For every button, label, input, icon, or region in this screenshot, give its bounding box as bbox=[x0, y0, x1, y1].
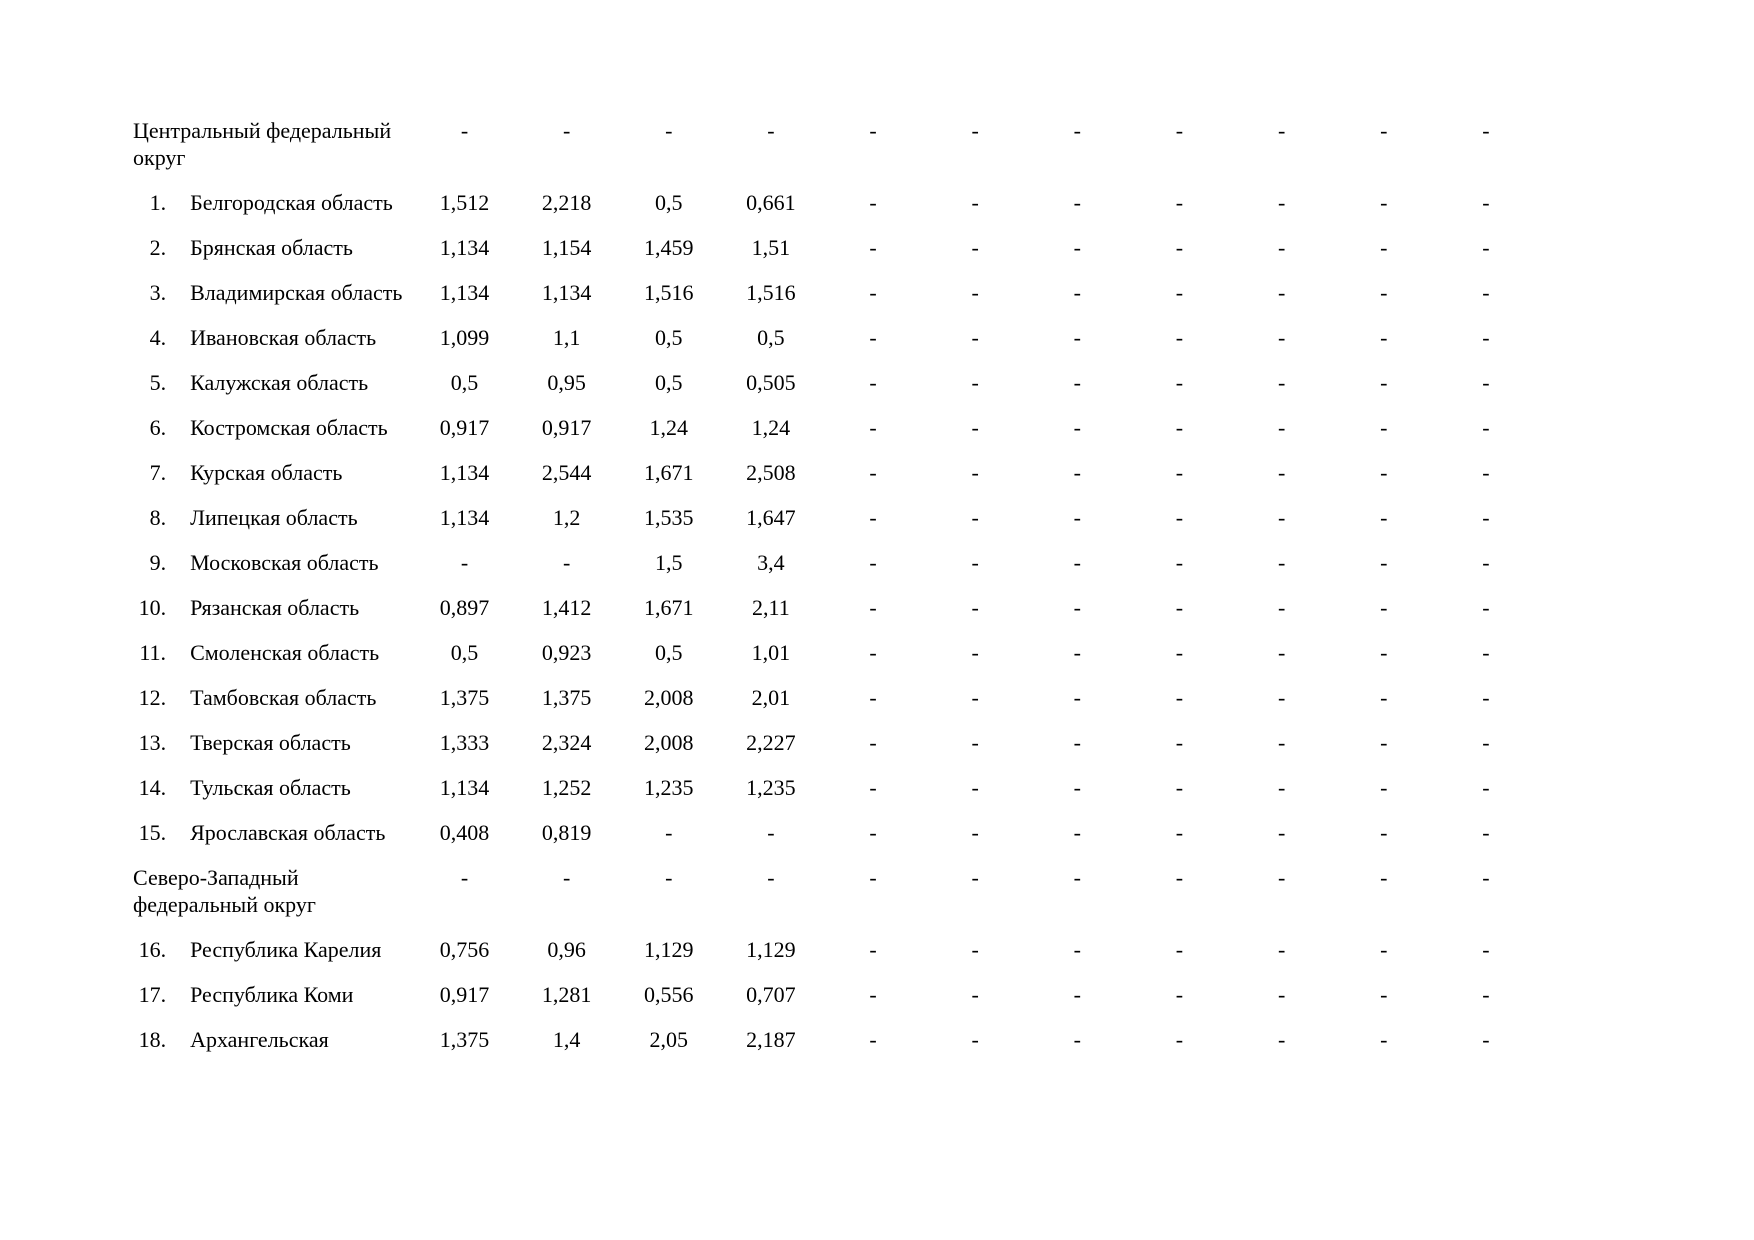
value-cell: - bbox=[1380, 550, 1388, 575]
value-cell: - bbox=[1482, 730, 1490, 755]
value-cell: - bbox=[971, 640, 979, 665]
region-name: Тверская область bbox=[190, 730, 351, 755]
table-row bbox=[133, 495, 1537, 540]
value-cell: 1,129 bbox=[644, 937, 694, 962]
value-cell: - bbox=[1277, 982, 1286, 1007]
value-cell: - bbox=[460, 550, 469, 575]
value-cell: - bbox=[869, 595, 877, 620]
value-cell: - bbox=[562, 550, 571, 575]
value-cell: 0,897 bbox=[439, 595, 490, 620]
value-cell: - bbox=[1380, 640, 1388, 665]
value-cell: - bbox=[1277, 775, 1286, 800]
value-cell: 0,917 bbox=[541, 415, 592, 440]
value-cell: 1,412 bbox=[541, 595, 592, 620]
value-cell: - bbox=[665, 820, 673, 845]
table-row bbox=[133, 630, 1537, 675]
value-cell: - bbox=[869, 775, 877, 800]
district-group-row bbox=[133, 108, 1537, 180]
value-cell: - bbox=[971, 595, 979, 620]
region-name: Тамбовская область bbox=[190, 685, 377, 710]
row-number: 15. bbox=[138, 820, 167, 845]
value-cell: 1,235 bbox=[644, 775, 694, 800]
document-content bbox=[133, 108, 1537, 1062]
row-number: 6. bbox=[149, 415, 167, 440]
value-cell: - bbox=[1073, 415, 1081, 440]
value-cell: 0,5 bbox=[655, 370, 683, 395]
value-cell: 1,129 bbox=[746, 937, 796, 962]
value-cell: 2,008 bbox=[644, 685, 694, 710]
value-cell: - bbox=[869, 460, 877, 485]
value-cell: 0,661 bbox=[746, 190, 796, 215]
row-number: 17. bbox=[138, 982, 167, 1007]
value-cell: - bbox=[1073, 460, 1081, 485]
value-cell: - bbox=[1175, 325, 1184, 350]
value-cell: 0,917 bbox=[439, 415, 490, 440]
value-cell: - bbox=[1277, 865, 1286, 890]
value-cell: 1,375 bbox=[541, 685, 592, 710]
value-cell: 1,333 bbox=[439, 730, 490, 755]
region-name: Костромская область bbox=[190, 415, 388, 440]
region-name: Республика Карелия bbox=[190, 937, 382, 962]
value-cell: 0,917 bbox=[439, 982, 490, 1007]
value-cell: - bbox=[1175, 505, 1184, 530]
value-cell: - bbox=[971, 280, 979, 305]
value-cell: 1,459 bbox=[644, 235, 694, 260]
value-cell: - bbox=[1482, 937, 1490, 962]
value-cell: - bbox=[1175, 370, 1184, 395]
value-cell: - bbox=[971, 235, 979, 260]
value-cell: - bbox=[869, 280, 877, 305]
value-cell: - bbox=[971, 118, 979, 143]
row-number: 8. bbox=[149, 505, 167, 530]
value-cell: - bbox=[767, 865, 775, 890]
value-cell: - bbox=[869, 325, 877, 350]
value-cell: - bbox=[1175, 550, 1184, 575]
value-cell: - bbox=[1175, 865, 1184, 890]
row-number: 11. bbox=[139, 640, 167, 665]
table-row bbox=[133, 450, 1537, 495]
value-cell: 1,375 bbox=[439, 685, 490, 710]
value-cell: - bbox=[869, 820, 877, 845]
value-cell: - bbox=[1380, 415, 1388, 440]
value-cell: 0,5 bbox=[450, 370, 479, 395]
row-number: 16. bbox=[138, 937, 167, 962]
value-cell: - bbox=[1482, 325, 1490, 350]
table-row bbox=[133, 765, 1537, 810]
value-cell: 1,134 bbox=[439, 235, 490, 260]
value-cell: 1,134 bbox=[439, 505, 490, 530]
value-cell: - bbox=[1482, 190, 1490, 215]
value-cell: - bbox=[1073, 820, 1081, 845]
value-cell: - bbox=[971, 325, 979, 350]
value-cell: - bbox=[1175, 415, 1184, 440]
table-row bbox=[133, 540, 1537, 585]
value-cell: - bbox=[1482, 595, 1490, 620]
region-name: Рязанская область bbox=[190, 595, 360, 620]
row-number: 2. bbox=[149, 235, 167, 260]
table-row bbox=[133, 1017, 1537, 1062]
value-cell: 1,235 bbox=[746, 775, 796, 800]
region-name: Тульская область bbox=[190, 775, 351, 800]
value-cell: - bbox=[1380, 190, 1388, 215]
value-cell: - bbox=[1482, 550, 1490, 575]
value-cell: - bbox=[971, 937, 979, 962]
value-cell: 2,227 bbox=[746, 730, 796, 755]
value-cell: 1,516 bbox=[644, 280, 694, 305]
value-cell: - bbox=[1175, 460, 1184, 485]
value-cell: - bbox=[1073, 325, 1081, 350]
value-cell: - bbox=[1175, 982, 1184, 1007]
value-cell: - bbox=[1073, 937, 1081, 962]
row-number: 18. bbox=[138, 1027, 167, 1052]
row-number: 4. bbox=[149, 325, 167, 350]
region-name: Архангельская bbox=[190, 1027, 329, 1052]
value-cell: 1,134 bbox=[541, 280, 592, 305]
value-cell: - bbox=[1073, 550, 1081, 575]
value-cell: - bbox=[1073, 640, 1081, 665]
value-cell: - bbox=[1380, 865, 1388, 890]
value-cell: - bbox=[1482, 280, 1490, 305]
table-row bbox=[133, 270, 1537, 315]
value-cell: 2,218 bbox=[541, 190, 592, 215]
value-cell: - bbox=[971, 190, 979, 215]
value-cell: 1,252 bbox=[541, 775, 592, 800]
value-cell: - bbox=[1175, 595, 1184, 620]
value-cell: - bbox=[665, 865, 673, 890]
value-cell: 1,134 bbox=[439, 775, 490, 800]
value-cell: - bbox=[1073, 235, 1081, 260]
value-cell: - bbox=[869, 1027, 877, 1052]
value-cell: - bbox=[1175, 640, 1184, 665]
value-cell: - bbox=[1277, 640, 1286, 665]
value-cell: - bbox=[1175, 118, 1184, 143]
value-cell: 2,187 bbox=[746, 1027, 796, 1052]
value-cell: 1,671 bbox=[644, 595, 694, 620]
value-cell: - bbox=[1380, 460, 1388, 485]
value-cell: - bbox=[1482, 685, 1490, 710]
value-cell: - bbox=[1380, 505, 1388, 530]
value-cell: 1,24 bbox=[751, 415, 791, 440]
region-name: Республика Коми bbox=[190, 982, 354, 1007]
row-number: 9. bbox=[149, 550, 167, 575]
region-name: Смоленская область bbox=[190, 640, 380, 665]
value-cell: 0,5 bbox=[450, 640, 479, 665]
value-cell: - bbox=[1380, 370, 1388, 395]
value-cell: - bbox=[1277, 118, 1286, 143]
value-cell: 2,11 bbox=[752, 595, 790, 620]
value-cell: - bbox=[1380, 325, 1388, 350]
table-row bbox=[133, 315, 1537, 360]
value-cell: 2,008 bbox=[644, 730, 694, 755]
region-name: Калужская область bbox=[190, 370, 369, 395]
row-number: 13. bbox=[138, 730, 167, 755]
district-group-row bbox=[133, 855, 1537, 927]
row-number: 10. bbox=[138, 595, 167, 620]
value-cell: - bbox=[1175, 1027, 1184, 1052]
value-cell: - bbox=[971, 505, 979, 530]
region-name: Брянская область bbox=[190, 235, 353, 260]
value-cell: - bbox=[869, 685, 877, 710]
table-row bbox=[133, 225, 1537, 270]
value-cell: 1,099 bbox=[439, 325, 490, 350]
table-row bbox=[133, 585, 1537, 630]
value-cell: - bbox=[1073, 730, 1081, 755]
value-cell: 1,5 bbox=[655, 550, 683, 575]
value-cell: - bbox=[1175, 235, 1184, 260]
value-cell: - bbox=[1073, 865, 1081, 890]
value-cell: - bbox=[1073, 595, 1081, 620]
value-cell: - bbox=[1277, 415, 1286, 440]
value-cell: 1,535 bbox=[644, 505, 694, 530]
table-row bbox=[133, 720, 1537, 765]
value-cell: - bbox=[1482, 235, 1490, 260]
value-cell: 1,154 bbox=[541, 235, 592, 260]
value-cell: - bbox=[1175, 820, 1184, 845]
region-name: Московская область bbox=[190, 550, 379, 575]
table-row bbox=[133, 810, 1537, 855]
value-cell: - bbox=[1482, 415, 1490, 440]
value-cell: - bbox=[1482, 505, 1490, 530]
value-cell: - bbox=[665, 118, 673, 143]
value-cell: - bbox=[767, 118, 775, 143]
value-cell: - bbox=[1073, 370, 1081, 395]
value-cell: 0,5 bbox=[655, 190, 683, 215]
value-cell: - bbox=[1073, 118, 1081, 143]
value-cell: - bbox=[1073, 1027, 1081, 1052]
value-cell: - bbox=[869, 937, 877, 962]
value-cell: - bbox=[1175, 730, 1184, 755]
value-cell: 0,756 bbox=[439, 937, 490, 962]
value-cell: - bbox=[1277, 595, 1286, 620]
value-cell: - bbox=[1380, 937, 1388, 962]
value-cell: - bbox=[869, 730, 877, 755]
value-cell: - bbox=[1277, 190, 1286, 215]
value-cell: - bbox=[1482, 118, 1490, 143]
row-number: 7. bbox=[149, 460, 167, 485]
value-cell: 2,05 bbox=[649, 1027, 688, 1052]
value-cell: 1,134 bbox=[439, 280, 490, 305]
value-cell: 0,819 bbox=[541, 820, 592, 845]
value-cell: 1,647 bbox=[746, 505, 796, 530]
row-number: 1. bbox=[149, 190, 167, 215]
value-cell: - bbox=[869, 982, 877, 1007]
value-cell: - bbox=[1277, 685, 1286, 710]
value-cell: - bbox=[1380, 982, 1388, 1007]
value-cell: - bbox=[1175, 280, 1184, 305]
value-cell: - bbox=[1277, 820, 1286, 845]
row-number: 3. bbox=[149, 280, 167, 305]
value-cell: 0,923 bbox=[541, 640, 592, 665]
value-cell: - bbox=[1380, 820, 1388, 845]
value-cell: - bbox=[1073, 505, 1081, 530]
value-cell: 0,96 bbox=[547, 937, 586, 962]
value-cell: - bbox=[1175, 937, 1184, 962]
value-cell: - bbox=[869, 640, 877, 665]
value-cell: - bbox=[971, 415, 979, 440]
value-cell: - bbox=[869, 415, 877, 440]
value-cell: - bbox=[971, 730, 979, 755]
value-cell: 0,5 bbox=[757, 325, 785, 350]
regions-table bbox=[133, 108, 1537, 1062]
value-cell: 2,544 bbox=[541, 460, 592, 485]
value-cell: - bbox=[1277, 937, 1286, 962]
value-cell: - bbox=[1073, 982, 1081, 1007]
region-name: Белгородская область bbox=[190, 190, 393, 215]
value-cell: 1,24 bbox=[649, 415, 688, 440]
value-cell: - bbox=[1277, 1027, 1286, 1052]
value-cell: - bbox=[869, 550, 877, 575]
value-cell: 1,512 bbox=[439, 190, 490, 215]
region-name: Ярославская область bbox=[190, 820, 386, 845]
value-cell: - bbox=[1175, 775, 1184, 800]
row-number: 12. bbox=[138, 685, 167, 710]
value-cell: 0,556 bbox=[644, 982, 694, 1007]
value-cell: - bbox=[971, 865, 979, 890]
value-cell: - bbox=[767, 820, 775, 845]
value-cell: 0,95 bbox=[547, 370, 586, 395]
value-cell: - bbox=[460, 865, 469, 890]
value-cell: - bbox=[971, 685, 979, 710]
table-row bbox=[133, 405, 1537, 450]
row-number: 14. bbox=[138, 775, 167, 800]
value-cell: 2,01 bbox=[751, 685, 791, 710]
table-row bbox=[133, 927, 1537, 972]
value-cell: - bbox=[1073, 190, 1081, 215]
value-cell: 1,375 bbox=[439, 1027, 490, 1052]
district-name: Центральный федеральный округ bbox=[133, 118, 392, 170]
value-cell: - bbox=[869, 190, 877, 215]
table-row bbox=[133, 972, 1537, 1017]
regions-table-body bbox=[133, 108, 1537, 1062]
value-cell: - bbox=[1277, 370, 1286, 395]
value-cell: 1,01 bbox=[751, 640, 791, 665]
value-cell: - bbox=[869, 505, 877, 530]
value-cell: 0,5 bbox=[655, 325, 683, 350]
value-cell: - bbox=[1482, 982, 1490, 1007]
value-cell: - bbox=[1277, 235, 1286, 260]
value-cell: - bbox=[971, 982, 979, 1007]
value-cell: - bbox=[869, 235, 877, 260]
value-cell: - bbox=[1380, 118, 1388, 143]
region-name: Курская область bbox=[190, 460, 343, 485]
value-cell: 1,281 bbox=[541, 982, 592, 1007]
value-cell: 0,5 bbox=[655, 640, 683, 665]
value-cell: - bbox=[869, 370, 877, 395]
value-cell: - bbox=[1277, 550, 1286, 575]
value-cell: - bbox=[1073, 775, 1081, 800]
region-name: Ивановская область bbox=[190, 325, 377, 350]
value-cell: - bbox=[1175, 685, 1184, 710]
value-cell: - bbox=[1482, 1027, 1490, 1052]
value-cell: 3,4 bbox=[757, 550, 785, 575]
value-cell: - bbox=[562, 865, 571, 890]
value-cell: 1,51 bbox=[751, 235, 791, 260]
row-number: 5. bbox=[149, 370, 167, 395]
value-cell: - bbox=[1380, 1027, 1388, 1052]
value-cell: - bbox=[562, 118, 571, 143]
value-cell: - bbox=[1073, 280, 1081, 305]
value-cell: 1,516 bbox=[746, 280, 796, 305]
value-cell: 1,2 bbox=[552, 505, 581, 530]
value-cell: - bbox=[1380, 775, 1388, 800]
value-cell: - bbox=[1380, 280, 1388, 305]
value-cell: - bbox=[971, 775, 979, 800]
table-row bbox=[133, 180, 1537, 225]
value-cell: - bbox=[971, 1027, 979, 1052]
table-row bbox=[133, 675, 1537, 720]
value-cell: - bbox=[1482, 370, 1490, 395]
value-cell: - bbox=[1380, 235, 1388, 260]
value-cell: - bbox=[1482, 775, 1490, 800]
value-cell: - bbox=[1482, 820, 1490, 845]
value-cell: - bbox=[1380, 730, 1388, 755]
value-cell: - bbox=[1277, 325, 1286, 350]
value-cell: 2,324 bbox=[541, 730, 592, 755]
value-cell: - bbox=[1277, 460, 1286, 485]
value-cell: 2,508 bbox=[746, 460, 796, 485]
region-name: Липецкая область bbox=[190, 505, 358, 530]
value-cell: - bbox=[971, 370, 979, 395]
district-name: Северо-Западный федеральный округ bbox=[133, 865, 316, 917]
value-cell: - bbox=[1482, 865, 1490, 890]
value-cell: 0,707 bbox=[746, 982, 796, 1007]
value-cell: - bbox=[971, 460, 979, 485]
value-cell: - bbox=[1277, 730, 1286, 755]
value-cell: - bbox=[1482, 640, 1490, 665]
table-row bbox=[133, 360, 1537, 405]
region-name: Владимирская область bbox=[190, 280, 403, 305]
value-cell: 1,4 bbox=[552, 1027, 581, 1052]
value-cell: - bbox=[971, 550, 979, 575]
value-cell: 0,505 bbox=[746, 370, 796, 395]
value-cell: 1,671 bbox=[644, 460, 694, 485]
value-cell: - bbox=[1277, 505, 1286, 530]
value-cell: - bbox=[869, 118, 877, 143]
value-cell: - bbox=[1175, 190, 1184, 215]
value-cell: 0,408 bbox=[439, 820, 490, 845]
value-cell: - bbox=[1380, 595, 1388, 620]
value-cell: 1,1 bbox=[552, 325, 581, 350]
value-cell: - bbox=[1073, 685, 1081, 710]
value-cell: - bbox=[1482, 460, 1490, 485]
value-cell: 1,134 bbox=[439, 460, 490, 485]
value-cell: - bbox=[1380, 685, 1388, 710]
value-cell: - bbox=[971, 820, 979, 845]
value-cell: - bbox=[869, 865, 877, 890]
value-cell: - bbox=[460, 118, 469, 143]
value-cell: - bbox=[1277, 280, 1286, 305]
